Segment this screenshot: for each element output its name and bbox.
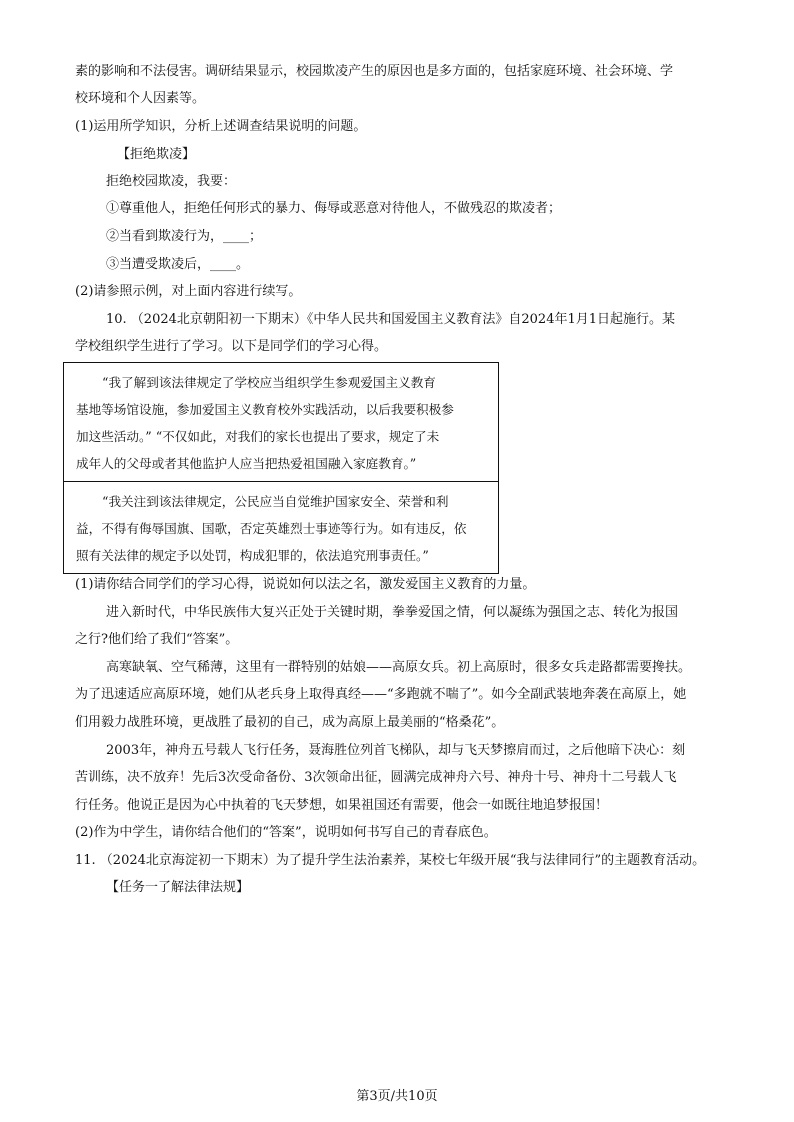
question-header: 11. （2024北京海淀初一下期末）为了提升学生法治素养，某校七年级开展“我与法律同行”的主题教育活动。 — [75, 853, 706, 868]
section-heading: 【任务一了解法律法规】 — [106, 880, 250, 895]
quote-cell — [64, 481, 498, 573]
text-line: 们用毅力战胜环境，更战胜了最初的自己，成为高原上最美丽的“格桑花”。 — [75, 715, 505, 730]
text-line: 之行?他们给了我们“答案”。 — [75, 632, 239, 647]
quote-line: 照有关法律的规定予以处罚，构成犯罪的，依法追究刑事责任。” — [76, 548, 429, 563]
sub-question: (2)请参照示例，对上面内容进行续写。 — [75, 284, 302, 299]
sub-question: (2)作为中学生，请你结合他们的“答案”，说明如何书写自己的青春底色。 — [75, 825, 497, 840]
sub-question: (1)请你结合同学们的学习心得，说说如何以法之名，激发爱国主义教育的力量。 — [75, 577, 536, 592]
text-line: 为了迅速适应高原环境，她们从老兵身上取得真经——“多跑就不喘了”。如今全副武装地奔袭在高原上，她 — [75, 687, 687, 702]
quote-line: 加这些活动。” “不仅如此，对我们的家长也提出了要求，规定了未 — [76, 429, 440, 444]
text-line: 行任务。他说正是因为心中执着的飞天梦想，如果祖国还有需要，他会一如既往地追梦报国！ — [75, 798, 609, 813]
page-number: 第3页/共10页 — [356, 1089, 438, 1104]
quote-cell — [64, 363, 498, 481]
text-line: 2003年，神舟五号载人飞行任务，聂海胜位列首飞梯队，却与飞天梦擦肩而过，之后他暗下决心：刻 — [106, 743, 686, 758]
text-line: 进入新时代，中华民族伟大复兴正处于关键时期，拳拳爱国之情，何以凝练为强国之志、转化为报国 — [106, 605, 679, 620]
text-line: 校环境和个人因素等。 — [75, 91, 206, 106]
quote-line: 益，不得有侮辱国旗、国歌，否定英雄烈士事迹等行为。如有违反，依 — [76, 521, 467, 536]
text-line: 苦训练，决不放弃！先后3次受命备份、3次领命出征，圆满完成神舟六号、神舟十号、神舟十二号载人飞 — [75, 770, 677, 785]
question-header: 10. （2024北京朝阳初一下期末）《中华人民共和国爱国主义教育法》自2024年1月1日起施行。某 — [106, 312, 676, 327]
quote-line: 成年人的父母或者其他监护人应当把热爱祖国融入家庭教育。” — [76, 456, 417, 471]
quote-line: 基地等场馆设施，参加爱国主义教育校外实践活动，以后我要积极参 — [76, 402, 454, 417]
quote-line: “我了解到该法律规定了学校应当组织学生参观爱国主义教育 — [102, 375, 436, 390]
quote-box — [63, 362, 499, 574]
list-item: ③当遭受欺凌后，____。 — [106, 257, 250, 272]
list-item: ①尊重他人，拒绝任何形式的暴力、侮辱或恶意对待他人，不做残忍的欺凌者； — [106, 201, 562, 216]
text-line: 拒绝校园欺凌，我要： — [106, 174, 237, 189]
text-line: 高寒缺氧、空气稀薄，这里有一群特别的姑娘——高原女兵。初上高原时，很多女兵走路都需要搀扶。 — [106, 660, 692, 675]
text-line: 学校组织学生进行了学习。以下是同学们的学习心得。 — [75, 339, 388, 354]
section-heading: 【拒绝欺凌】 — [117, 147, 196, 162]
quote-line: “我关注到该法律规定，公民应当自觉维护国家安全、荣誉和利 — [102, 494, 449, 509]
text-line: 素的影响和不法侵害。调研结果显示，校园欺凌产生的原因也是多方面的，包括家庭环境、社会环境、学 — [75, 64, 674, 79]
list-item: ②当看到欺凌行为，____； — [106, 229, 263, 244]
sub-question: (1)运用所学知识，分析上述调查结果说明的问题。 — [75, 119, 367, 134]
